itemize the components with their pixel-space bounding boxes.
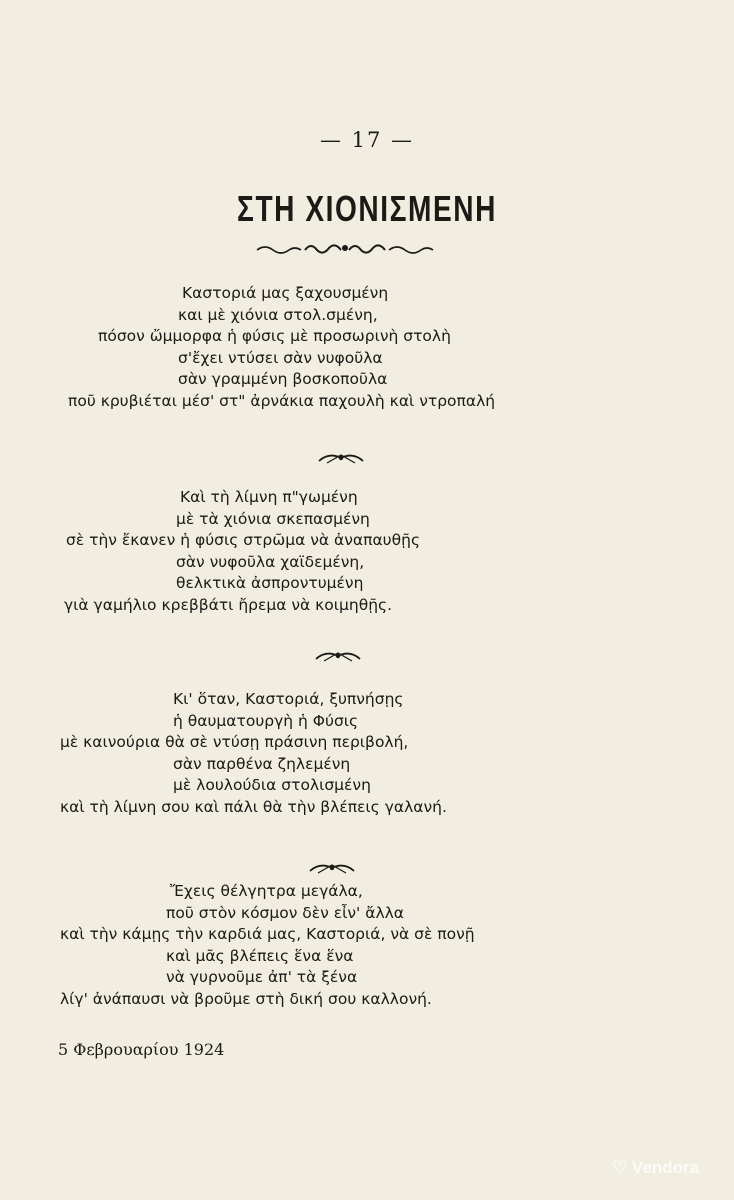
poem-line: καὶ μᾶς βλέπεις ἕνα ἕνα: [166, 946, 354, 965]
poem-line: πόσον ὤμμορφα ἡ φύσις μὲ προσωρινὴ στολὴ: [98, 327, 451, 345]
poem-line: γιὰ γαμήλιο κρεββάτι ἤρεμα νὰ κοιμηθῇς.: [64, 595, 393, 614]
poem-line: Ἔχεις θέλγητρα μεγάλα,: [170, 882, 363, 900]
poem-line: σὲ τὴν ἔκανεν ἡ φύσις στρῶμα νὰ ἀναπαυθῇς: [66, 531, 421, 549]
watermark: [612, 1158, 699, 1178]
vignette-ornament-icon: [315, 446, 367, 468]
poem-title: ΣΤΗ ΧΙΟΝΙΣΜΕΝΗ: [237, 188, 497, 229]
vignette-ornament-icon: [312, 644, 364, 666]
poem-line: Κι' ὅταν, Καστοριά, ξυπνήσῃς: [173, 690, 404, 708]
poem-line: σὰν γραμμένη βοσκοποῦλα: [178, 370, 388, 388]
poem-line: νὰ γυρνοῦμε ἀπ' τὰ ξένα: [166, 968, 358, 986]
poem-line: καὶ τὴν κάμῃς τὴν καρδιά μας, Καστοριά, νὰ σὲ πονῇ: [60, 925, 475, 943]
watermark-heart-icon: ♡: [612, 1158, 628, 1177]
poem-line: Καστοριά μας ξαχουσμένη: [182, 284, 389, 302]
poem-line: λίγ' ἀνάπαυσι νὰ βροῦμε στὴ δική σου καλλονή.: [60, 989, 432, 1008]
poem-line: σὰν παρθένα ζηλεμένη: [173, 754, 351, 773]
poem-line: μὲ τὰ χιόνια σκεπασμένη: [176, 509, 370, 528]
poem-date: 5 Φεβρουαρίου 1924: [58, 1040, 225, 1059]
vignette-ornament-icon: [306, 856, 358, 878]
stanza-3: [60, 689, 630, 818]
poem-line: καὶ τὴ λίμνη σου καὶ πάλι θὰ τὴν βλέπεις γαλανή.: [60, 797, 447, 816]
poem-line: Καὶ τὴ λίμνη π"γωμένη: [180, 488, 358, 506]
poem-line: θελκτικὰ ἀσπροντυμένη: [176, 574, 364, 592]
poem-line: ποῦ κρυβιέται μέσ' στ" ἀρνάκια παχουλὴ καὶ ντροπαλή: [68, 391, 496, 410]
poem-line: σ'ἔχει ντύσει σὰν νυφοῦλα: [178, 348, 383, 367]
title-ornament-icon: [255, 238, 435, 258]
poem-line: ἡ θαυματουργὴ ἡ Φύσις: [173, 711, 359, 730]
poem-line: μὲ λουλούδια στολισμένη: [173, 776, 371, 794]
page-number: — 17 —: [319, 128, 415, 152]
poem-line: και μὲ χιόνια στολ.σμένη,: [178, 305, 378, 324]
stanza-2: [60, 487, 630, 616]
poem-line: σὰν νυφοῦλα χαϊδεμένη,: [176, 552, 365, 571]
poem-line: μὲ καινούρια θὰ σὲ ντύσῃ πράσινη περιβολή,: [60, 733, 409, 751]
stanza-4: [60, 881, 630, 1010]
stanza-1: [60, 283, 630, 412]
poem-line: ποῦ στὸν κόσμον δὲν εἶν' ἄλλα: [166, 903, 405, 922]
watermark-text: Vendora: [631, 1158, 700, 1177]
